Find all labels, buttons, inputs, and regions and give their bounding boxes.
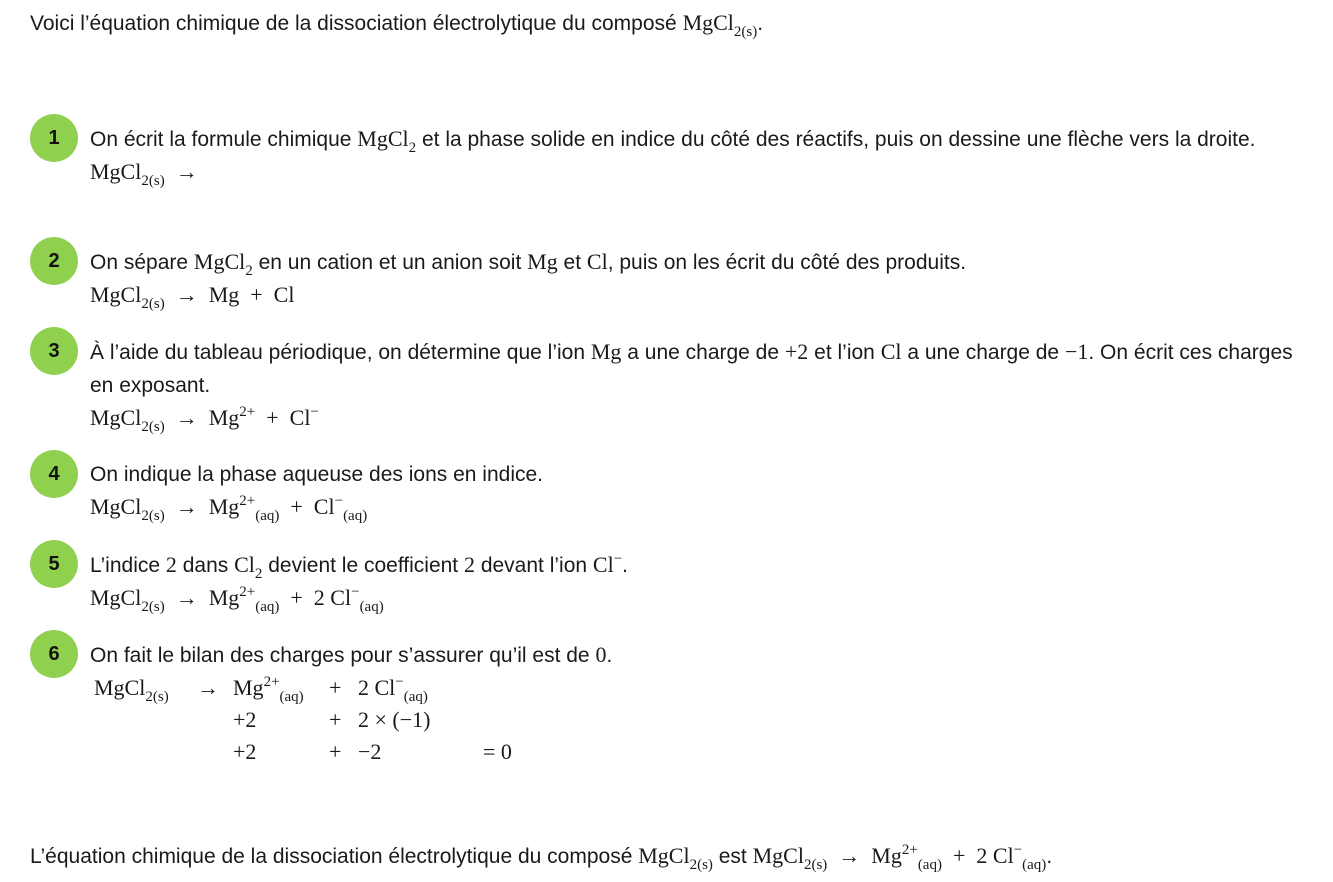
step-number-badge: 4 xyxy=(30,450,78,498)
intro-text: Voici l’équation chimique de la dissociation électrolytique du composé xyxy=(30,12,683,35)
charge-balance-table xyxy=(94,672,1320,768)
step-2 xyxy=(30,237,1320,311)
step-number-badge: 3 xyxy=(30,327,78,375)
step-number-badge: 1 xyxy=(30,114,78,162)
step-5 xyxy=(30,540,1320,614)
step-number-badge: 6 xyxy=(30,630,78,678)
charge-row-sum: +2 + −2 = 0 xyxy=(233,739,512,764)
step-equation: MgCl$_{2(s)}$ → $Mg^{2+} + Cl^-$ xyxy=(90,404,319,435)
step-equation: MgCl$_{2(s)}$ → $Mg^{2+}_{(aq)} + Cl^-_{(aq)}$ xyxy=(90,493,368,524)
step-text: On sépare MgCl$_2$ en un cation et un anion soit Mg et Cl, puis on les écrit du côté des produits. xyxy=(90,249,967,279)
intro-formula: MgCl$_{2(s)}$ xyxy=(682,10,758,40)
step-number-badge: 5 xyxy=(30,540,78,588)
step-6 xyxy=(30,630,1320,768)
conclusion-sentence: L’équation chimique de la dissociation électrolytique du composé MgCl$_{2(s)}$ est MgCl$_{2(s)}$ → $Mg^{2+}_{(aq)} + 2$ $Cl^-_{(aq)}$. xyxy=(30,842,1053,873)
step-text: On écrit la formule chimique MgCl$_2$ et la phase solide en indice du côté des réactifs, puis on dessine une flèche vers la droite. xyxy=(90,126,1256,156)
charge-row-values: +2 + 2 × (−1) xyxy=(233,707,431,732)
step-3 xyxy=(30,327,1320,434)
step-text: À l’aide du tableau périodique, on détermine que l’ion Mg a une charge de +2 et l’ion Cl a une charge de −1. On écrit ces charges en exposant. xyxy=(90,339,1293,397)
step-text: On fait le bilan des charges pour s’assurer qu’il est de 0. xyxy=(90,642,613,667)
step-1 xyxy=(30,114,1320,188)
step-equation: MgCl$_{2(s)}$ → Mg + Cl xyxy=(90,282,295,312)
step-4 xyxy=(30,450,1320,523)
step-equation: MgCl$_{2(s)}$ → xyxy=(90,159,198,189)
conclusion-equation: MgCl$_{2(s)}$ → $Mg^{2+}_{(aq)} + 2$ $Cl^-_{(aq)}$ xyxy=(752,842,1047,873)
charge-row-equation: MgCl$_{2(s)}$ → $Mg^{2+}_{(aq)}$ + 2 $Cl^-_{(aq)}$ xyxy=(94,674,428,705)
step-number-badge: 2 xyxy=(30,237,78,285)
step-equation: MgCl$_{2(s)}$ → $Mg^{2+}_{(aq)} + 2$ $Cl^-_{(aq)}$ xyxy=(90,584,384,615)
intro-sentence: Voici l’équation chimique de la dissociation électrolytique du composé MgCl$_{2(s)}$. xyxy=(30,10,764,40)
step-text: On indique la phase aqueuse des ions en indice. xyxy=(90,463,543,486)
step-text: L’indice 2 dans $Cl_2$ devient le coefficient 2 devant l’ion Cl−. xyxy=(90,551,629,582)
